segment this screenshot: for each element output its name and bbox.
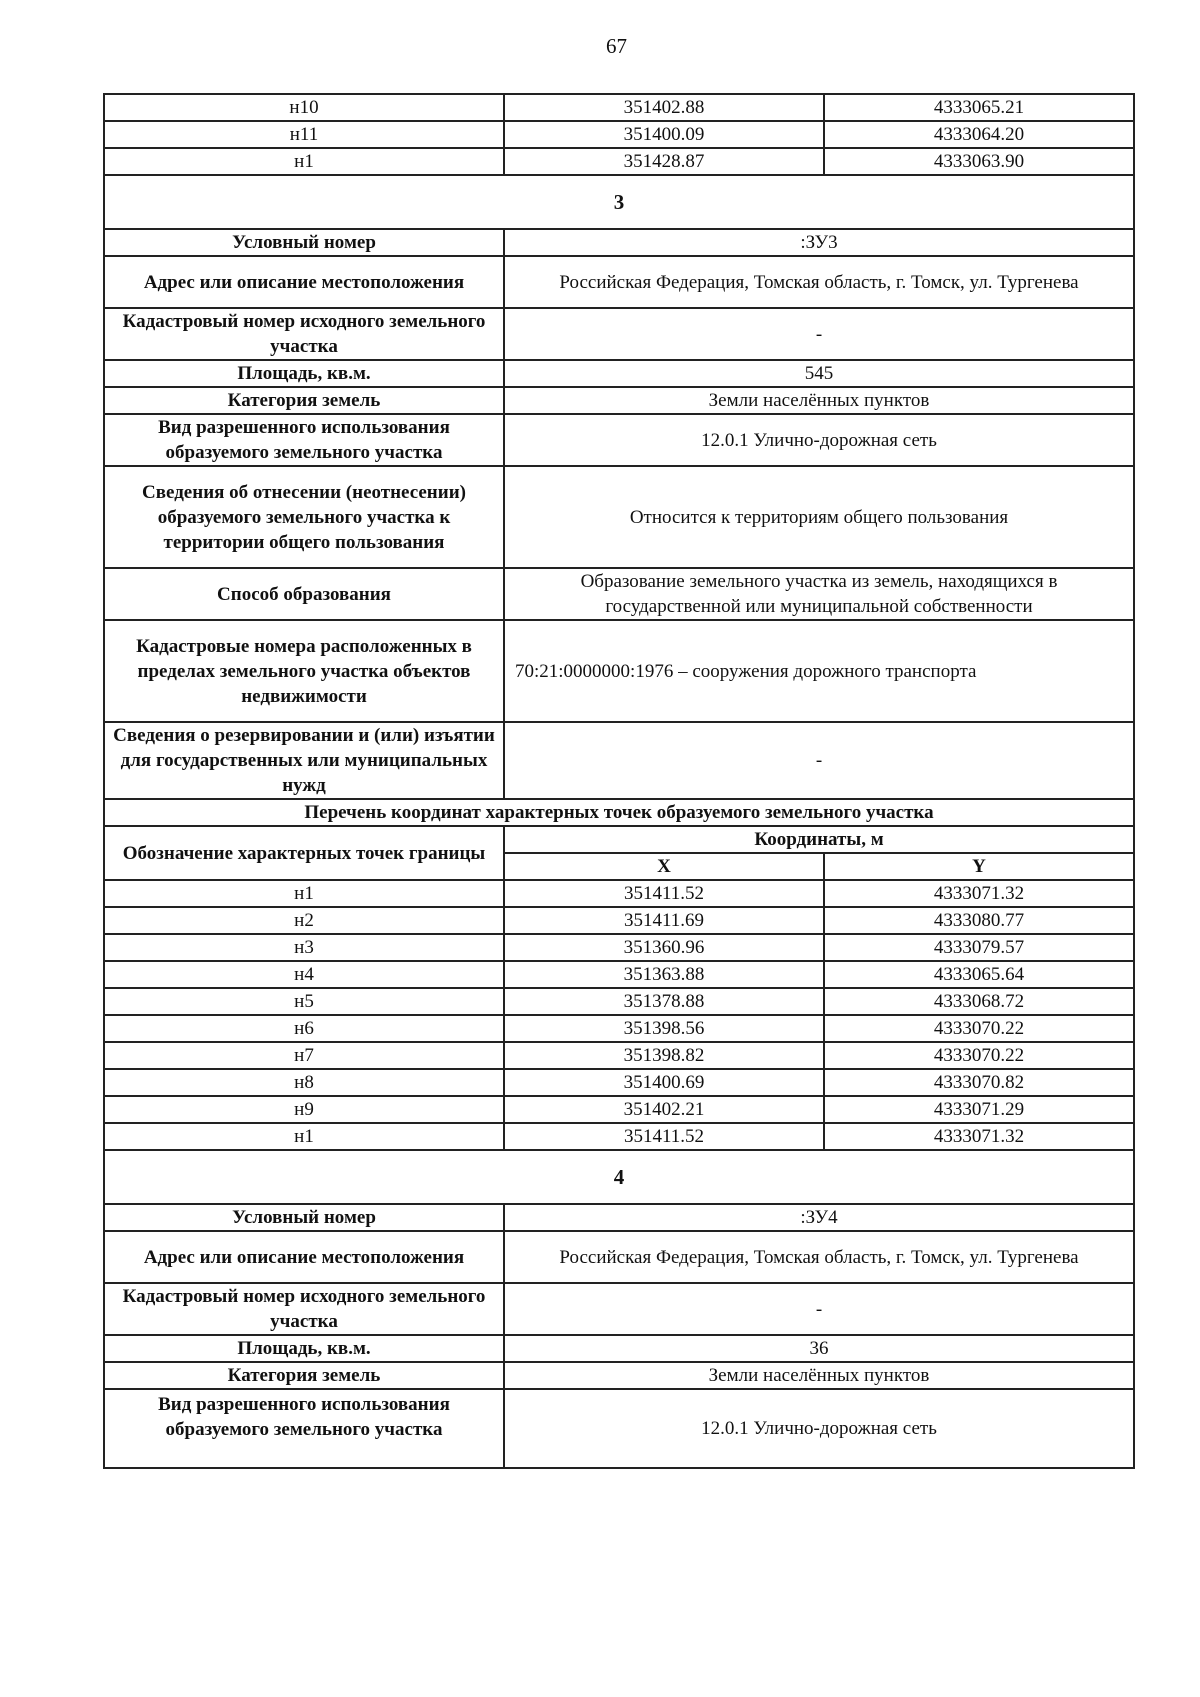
row-cond-num <box>104 1204 1134 1231</box>
label-permitted-use: Вид разрешенного использования образуемого земельного участка <box>104 414 504 466</box>
coord-row <box>104 121 1134 148</box>
row-permitted-use <box>104 414 1134 466</box>
point-name: н9 <box>104 1096 504 1123</box>
point-name: н1 <box>104 148 504 175</box>
coord-row <box>104 961 1134 988</box>
row-category <box>104 387 1134 414</box>
point-name: н8 <box>104 1069 504 1096</box>
value-reservation: - <box>504 722 1134 799</box>
value-area: 545 <box>504 360 1134 387</box>
section-header <box>104 175 1134 229</box>
row-address <box>104 256 1134 308</box>
label-point-designation: Обозначение характерных точек границы <box>104 826 504 880</box>
coord-row <box>104 988 1134 1015</box>
row-src-cadastral <box>104 1283 1134 1335</box>
label-address: Адрес или описание местоположения <box>104 1231 504 1283</box>
value-category: Земли населённых пунктов <box>504 387 1134 414</box>
value-cond-num: :ЗУ4 <box>504 1204 1134 1231</box>
point-name: н11 <box>104 121 504 148</box>
coord-x: 351411.69 <box>504 907 824 934</box>
row-area <box>104 360 1134 387</box>
row-public-use <box>104 466 1134 568</box>
coord-y: 4333070.82 <box>824 1069 1134 1096</box>
coord-row <box>104 1042 1134 1069</box>
coord-y: 4333065.64 <box>824 961 1134 988</box>
coord-row <box>104 94 1134 121</box>
label-area: Площадь, кв.м. <box>104 1335 504 1362</box>
section-header <box>104 1150 1134 1204</box>
row-area <box>104 1335 1134 1362</box>
section-number: 4 <box>104 1150 1134 1204</box>
coord-x: 351398.56 <box>504 1015 824 1042</box>
label-x: X <box>504 853 824 880</box>
point-name: н1 <box>104 1123 504 1150</box>
row-address <box>104 1231 1134 1283</box>
coord-row <box>104 1015 1134 1042</box>
coord-x: 351400.09 <box>504 121 824 148</box>
row-coords-header <box>104 826 1134 853</box>
value-cadastral-objects: 70:21:0000000:1976 – сооружения дорожного транспорта <box>504 620 1134 722</box>
point-name: н5 <box>104 988 504 1015</box>
coord-x: 351363.88 <box>504 961 824 988</box>
coord-row <box>104 934 1134 961</box>
value-category: Земли населённых пунктов <box>504 1362 1134 1389</box>
label-method: Способ образования <box>104 568 504 620</box>
coord-x: 351398.82 <box>504 1042 824 1069</box>
value-area: 36 <box>504 1335 1134 1362</box>
label-permitted-use: Вид разрешенного использования образуемого земельного участка <box>104 1389 504 1468</box>
coord-row <box>104 148 1134 175</box>
coord-y: 4333063.90 <box>824 148 1134 175</box>
value-src-cadastral: - <box>504 1283 1134 1335</box>
coord-y: 4333068.72 <box>824 988 1134 1015</box>
value-src-cadastral: - <box>504 308 1134 360</box>
page-number: 67 <box>606 34 627 58</box>
point-name: н4 <box>104 961 504 988</box>
point-name: н1 <box>104 880 504 907</box>
land-plot-table <box>103 93 1135 1469</box>
value-permitted-use: 12.0.1 Улично-дорожная сеть <box>504 414 1134 466</box>
label-category: Категория земель <box>104 387 504 414</box>
label-src-cadastral: Кадастровый номер исходного земельного участка <box>104 1283 504 1335</box>
row-reservation <box>104 722 1134 799</box>
coord-y: 4333070.22 <box>824 1042 1134 1069</box>
coord-y: 4333071.32 <box>824 1123 1134 1150</box>
label-cadastral-objects: Кадастровые номера расположенных в пределах земельного участка объектов недвижимости <box>104 620 504 722</box>
label-cond-num: Условный номер <box>104 229 504 256</box>
coord-row <box>104 907 1134 934</box>
point-name: н3 <box>104 934 504 961</box>
label-src-cadastral: Кадастровый номер исходного земельного участка <box>104 308 504 360</box>
value-permitted-use: 12.0.1 Улично-дорожная сеть <box>504 1389 1134 1468</box>
coord-x: 351411.52 <box>504 1123 824 1150</box>
coord-x: 351400.69 <box>504 1069 824 1096</box>
label-category: Категория земель <box>104 1362 504 1389</box>
row-cadastral-objects <box>104 620 1134 722</box>
value-address: Российская Федерация, Томская область, г. Томск, ул. Тургенева <box>504 1231 1134 1283</box>
coord-x: 351428.87 <box>504 148 824 175</box>
coord-y: 4333065.21 <box>824 94 1134 121</box>
coord-y: 4333080.77 <box>824 907 1134 934</box>
coord-row <box>104 1123 1134 1150</box>
row-cond-num <box>104 229 1134 256</box>
row-coords-title <box>104 799 1134 826</box>
coord-y: 4333070.22 <box>824 1015 1134 1042</box>
coord-x: 351411.52 <box>504 880 824 907</box>
point-name: н6 <box>104 1015 504 1042</box>
point-name: н10 <box>104 94 504 121</box>
coord-y: 4333071.29 <box>824 1096 1134 1123</box>
coord-y: 4333071.32 <box>824 880 1134 907</box>
label-area: Площадь, кв.м. <box>104 360 504 387</box>
section-number: 3 <box>104 175 1134 229</box>
coords-title: Перечень координат характерных точек образуемого земельного участка <box>104 799 1134 826</box>
row-permitted-use <box>104 1389 1134 1468</box>
coord-x: 351360.96 <box>504 934 824 961</box>
label-y: Y <box>824 853 1134 880</box>
coord-row <box>104 1096 1134 1123</box>
coord-x: 351378.88 <box>504 988 824 1015</box>
label-reservation: Сведения о резервировании и (или) изъятии для государственных или муниципальных нужд <box>104 722 504 799</box>
value-cond-num: :ЗУ3 <box>504 229 1134 256</box>
row-method <box>104 568 1134 620</box>
label-cond-num: Условный номер <box>104 1204 504 1231</box>
value-method: Образование земельного участка из земель, находящихся в государственной или муниципальной собственности <box>504 568 1134 620</box>
value-public-use: Относится к территориям общего пользования <box>504 466 1134 568</box>
value-address: Российская Федерация, Томская область, г. Томск, ул. Тургенева <box>504 256 1134 308</box>
row-src-cadastral <box>104 308 1134 360</box>
coord-row <box>104 880 1134 907</box>
label-public-use: Сведения об отнесении (неотнесении) образуемого земельного участка к территории общего пользования <box>104 466 504 568</box>
row-category <box>104 1362 1134 1389</box>
coord-y: 4333064.20 <box>824 121 1134 148</box>
coord-x: 351402.88 <box>504 94 824 121</box>
label-address: Адрес или описание местоположения <box>104 256 504 308</box>
coord-x: 351402.21 <box>504 1096 824 1123</box>
point-name: н2 <box>104 907 504 934</box>
point-name: н7 <box>104 1042 504 1069</box>
coord-row <box>104 1069 1134 1096</box>
label-coords-m: Координаты, м <box>504 826 1134 853</box>
coord-y: 4333079.57 <box>824 934 1134 961</box>
